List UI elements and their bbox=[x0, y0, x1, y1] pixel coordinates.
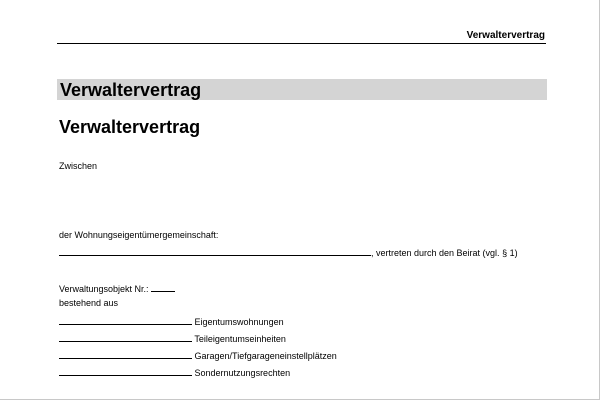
unit-count-blank bbox=[59, 350, 192, 359]
document-title: Verwaltervertrag bbox=[59, 117, 201, 137]
unit-row bbox=[59, 333, 286, 345]
unit-label: Eigentumswohnungen bbox=[194, 317, 284, 327]
section-title-bar bbox=[57, 79, 547, 100]
unit-label: Sondernutzungsrechten bbox=[194, 368, 291, 378]
consisting-of-label: bestehend aus bbox=[59, 298, 119, 308]
unit-row bbox=[59, 350, 337, 362]
community-label: der Wohnungseigentümergemeinschaft: bbox=[59, 230, 219, 240]
between-label: Zwischen bbox=[59, 161, 98, 171]
unit-count-blank bbox=[59, 333, 192, 342]
header-rule bbox=[57, 43, 546, 44]
running-header: Verwaltervertrag bbox=[466, 30, 545, 41]
community-name-line bbox=[59, 247, 518, 259]
unit-row bbox=[59, 367, 290, 379]
unit-row bbox=[59, 316, 284, 328]
object-number-label: Verwaltungsobjekt Nr.: bbox=[59, 284, 149, 294]
community-name-blank bbox=[59, 247, 371, 256]
unit-count-blank bbox=[59, 367, 192, 376]
unit-label: Garagen/Tiefgarageneinstellplätzen bbox=[194, 351, 337, 361]
unit-label: Teileigentumseinheiten bbox=[194, 334, 286, 344]
represented-by-text: , vertreten durch den Beirat (vgl. § 1) bbox=[371, 248, 518, 258]
object-number-blank bbox=[151, 283, 175, 292]
section-title: Verwaltervertrag bbox=[60, 80, 202, 100]
unit-count-blank bbox=[59, 316, 192, 325]
object-number-line bbox=[59, 283, 175, 295]
